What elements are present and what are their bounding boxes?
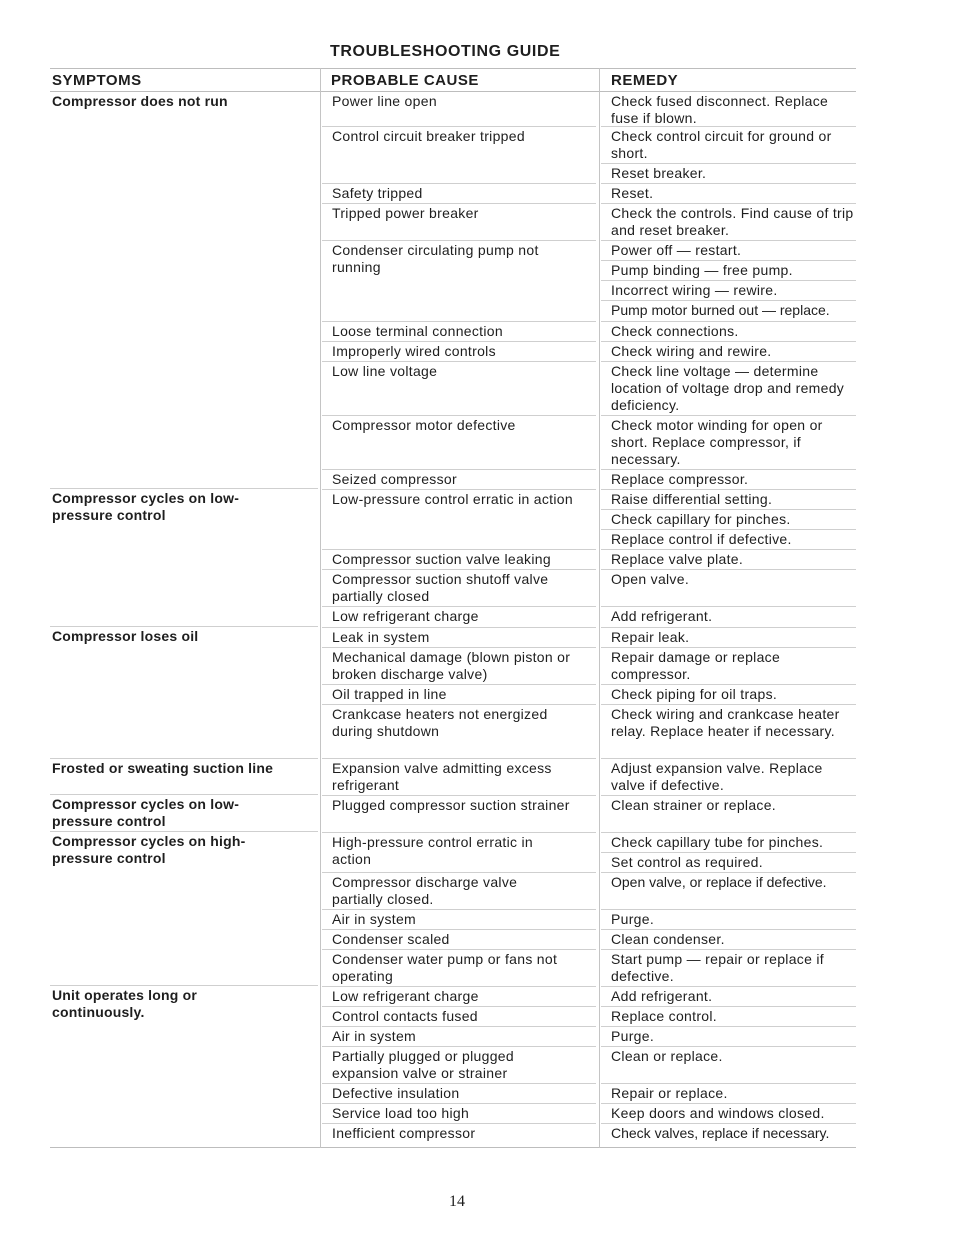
remedy-cell: Keep doors and windows closed. <box>611 1105 825 1121</box>
cause-cell: Crankcase heaters not energized during shutdown <box>332 706 548 739</box>
cause-row-rule <box>322 795 596 796</box>
cause-row-rule <box>322 183 596 184</box>
remedy-cell: Check piping for oil traps. <box>611 686 778 702</box>
rem-row-rule <box>601 549 856 550</box>
remedy-cell: Check motor winding for open or short. Replace compressor, if necessary. <box>611 417 823 467</box>
remedy-column-header: REMEDY <box>611 72 679 89</box>
remedy-cell: Incorrect wiring — rewire. <box>611 282 778 298</box>
cause-cell: Condenser water pump or fans not operating <box>332 951 558 984</box>
rem-row-rule <box>601 509 856 510</box>
cause-row-rule <box>322 758 596 759</box>
cause-row-rule <box>322 832 596 833</box>
cause-row-rule <box>322 361 596 362</box>
cause-row-rule <box>322 469 596 470</box>
rem-row-rule <box>601 1026 856 1027</box>
remedy-cell: Purge. <box>611 1028 655 1044</box>
rem-row-rule <box>601 260 856 261</box>
rem-row-rule <box>601 1123 856 1124</box>
symptom-cell: Compressor loses oil <box>52 628 199 644</box>
cause-cell: Tripped power breaker <box>332 205 479 221</box>
page-title: TROUBLESHOOTING GUIDE <box>330 43 561 60</box>
remedy-cell: Replace control if defective. <box>611 531 792 547</box>
cause-cell: Low refrigerant charge <box>332 608 479 624</box>
cause-row-rule <box>322 1006 596 1007</box>
cause-cell: Expansion valve admitting excess refrigerant <box>332 760 552 793</box>
rem-row-rule <box>601 909 856 910</box>
cause-row-rule <box>322 627 596 628</box>
cause-cell: Power line open <box>332 93 437 109</box>
cause-row-rule <box>322 929 596 930</box>
rem-row-rule <box>601 280 856 281</box>
cause-cell: Compressor suction valve leaking <box>332 551 551 567</box>
cause-cell: Service load too high <box>332 1105 470 1121</box>
remedy-cell: Check wiring and crankcase heater relay. Replace heater if necessary. <box>611 706 840 739</box>
symptom-cell: Compressor cycles on high-pressure control <box>52 833 246 866</box>
remedy-cell: Repair damage or replace compressor. <box>611 649 781 682</box>
cause-cell: Safety tripped <box>332 185 423 201</box>
symptom-cell: Compressor cycles on low-pressure control <box>52 796 240 829</box>
remedy-cell: Clean or replace. <box>611 1048 723 1064</box>
cause-row-rule <box>322 569 596 570</box>
cause-row-rule <box>322 949 596 950</box>
cause-cell: Control circuit breaker tripped <box>332 128 525 144</box>
cause-row-rule <box>322 606 596 607</box>
rem-row-rule <box>601 469 856 470</box>
cause-row-rule <box>322 203 596 204</box>
cause-row-rule <box>322 684 596 685</box>
cause-row-rule <box>322 321 596 322</box>
rem-row-rule <box>601 627 856 628</box>
cause-cell: Control contacts fused <box>332 1008 478 1024</box>
rem-row-rule <box>601 832 856 833</box>
cause-row-rule <box>322 1123 596 1124</box>
remedy-cell: Repair or replace. <box>611 1085 728 1101</box>
rem-row-rule <box>601 341 856 342</box>
remedy-column-divider <box>599 68 600 1148</box>
cause-cell: Compressor suction shutoff valve partially closed <box>332 571 549 604</box>
header-bottom-rule <box>50 91 856 92</box>
remedy-cell: Pump binding — free pump. <box>611 262 793 278</box>
remedy-cell: Check control circuit for ground or short. <box>611 128 832 161</box>
cause-cell: Partially plugged or plugged expansion valve or strainer <box>332 1048 514 1081</box>
remedy-cell: Add refrigerant. <box>611 988 713 1004</box>
remedy-cell: Power off — restart. <box>611 242 742 258</box>
remedy-cell: Raise differential setting. <box>611 491 773 507</box>
cause-row-rule <box>322 549 596 550</box>
sym-row-rule <box>50 626 318 627</box>
remedy-cell: Check connections. <box>611 323 739 339</box>
rem-row-rule <box>601 1006 856 1007</box>
cause-cell: Mechanical damage (blown piston or broken discharge valve) <box>332 649 571 682</box>
rem-row-rule <box>601 929 856 930</box>
remedy-cell: Adjust expansion valve. Replace valve if defective. <box>611 760 823 793</box>
cause-row-rule <box>322 126 596 127</box>
remedy-cell: Replace compressor. <box>611 471 749 487</box>
cause-row-rule <box>322 986 596 987</box>
remedy-cell: Check valves, replace if necessary. <box>611 1125 830 1141</box>
rem-row-rule <box>601 529 856 530</box>
remedy-cell: Replace valve plate. <box>611 551 744 567</box>
cause-cell: Loose terminal connection <box>332 323 503 339</box>
symptom-cell: Compressor does not run <box>52 93 228 109</box>
cause-cell: Low line voltage <box>332 363 438 379</box>
cause-cell: Low refrigerant charge <box>332 988 479 1004</box>
probable-cause-column-header: PROBABLE CAUSE <box>331 72 479 89</box>
rem-row-rule <box>601 949 856 950</box>
remedy-cell: Pump motor burned out — replace. <box>611 302 830 318</box>
symptom-cell: Unit operates long or continuously. <box>52 987 197 1020</box>
sym-row-rule <box>50 758 318 759</box>
symptoms-column-header: SYMPTOMS <box>52 72 142 89</box>
remedy-cell: Check line voltage — determine location of voltage drop and remedy deficiency. <box>611 363 845 413</box>
remedy-cell: Set control as required. <box>611 854 763 870</box>
remedy-cell: Check fused disconnect. Replace fuse if blown. <box>611 93 829 126</box>
rem-row-rule <box>601 986 856 987</box>
cause-cell: Compressor discharge valve partially closed. <box>332 874 518 907</box>
remedy-cell: Check capillary tube for pinches. <box>611 834 824 850</box>
cause-cell: Air in system <box>332 1028 417 1044</box>
remedy-cell: Check capillary for pinches. <box>611 511 791 527</box>
remedy-cell: Replace control. <box>611 1008 717 1024</box>
rem-row-rule <box>601 203 856 204</box>
remedy-cell: Check the controls. Find cause of trip and reset breaker. <box>611 205 854 238</box>
table-bottom-rule <box>50 1147 856 1148</box>
cause-cell: Low-pressure control erratic in action <box>332 491 573 507</box>
cause-cell: Inefficient compressor <box>332 1125 476 1141</box>
cause-row-rule <box>322 909 596 910</box>
remedy-cell: Reset. <box>611 185 654 201</box>
rem-row-rule <box>601 704 856 705</box>
cause-row-rule <box>322 341 596 342</box>
rem-row-rule <box>601 163 856 164</box>
page-number: 14 <box>449 1193 465 1210</box>
remedy-cell: Clean strainer or replace. <box>611 797 776 813</box>
remedy-cell: Add refrigerant. <box>611 608 713 624</box>
rem-row-rule <box>601 852 856 853</box>
rem-row-rule <box>601 415 856 416</box>
cause-row-rule <box>322 1046 596 1047</box>
cause-cell: Defective insulation <box>332 1085 460 1101</box>
rem-row-rule <box>601 240 856 241</box>
header-top-rule <box>50 68 856 69</box>
cause-cell: Oil trapped in line <box>332 686 447 702</box>
cause-row-rule <box>322 704 596 705</box>
remedy-cell: Check wiring and rewire. <box>611 343 772 359</box>
cause-cell: Improperly wired controls <box>332 343 496 359</box>
rem-row-rule <box>601 872 856 873</box>
remedy-cell: Open valve, or replace if defective. <box>611 874 827 890</box>
cause-row-rule <box>322 415 596 416</box>
symptom-cell: Compressor cycles on low-pressure control <box>52 490 240 523</box>
cause-cell: Condenser circulating pump not running <box>332 242 539 275</box>
sym-row-rule <box>50 831 318 832</box>
cause-row-rule <box>322 489 596 490</box>
cause-row-rule <box>322 872 596 873</box>
cause-cell: Seized compressor <box>332 471 457 487</box>
cause-cell: Compressor motor defective <box>332 417 516 433</box>
rem-row-rule <box>601 606 856 607</box>
cause-row-rule <box>322 240 596 241</box>
rem-row-rule <box>601 183 856 184</box>
remedy-cell: Start pump — repair or replace if defective. <box>611 951 824 984</box>
remedy-cell: Open valve. <box>611 571 690 587</box>
remedy-cell: Clean condenser. <box>611 931 725 947</box>
rem-row-rule <box>601 1046 856 1047</box>
cause-cell: Leak in system <box>332 629 430 645</box>
remedy-cell: Reset breaker. <box>611 165 707 181</box>
cause-cell: High-pressure control erratic in action <box>332 834 534 867</box>
rem-row-rule <box>601 1103 856 1104</box>
sym-row-rule <box>50 985 318 986</box>
rem-row-rule <box>601 647 856 648</box>
cause-row-rule <box>322 1026 596 1027</box>
cause-cell: Air in system <box>332 911 417 927</box>
cause-column-divider <box>320 68 321 1148</box>
cause-cell: Plugged compressor suction strainer <box>332 797 570 813</box>
sym-row-rule <box>50 794 318 795</box>
cause-cell: Condenser scaled <box>332 931 450 947</box>
remedy-cell: Purge. <box>611 911 655 927</box>
rem-row-rule <box>601 684 856 685</box>
rem-row-rule <box>601 489 856 490</box>
rem-row-rule <box>601 300 856 301</box>
rem-row-rule <box>601 321 856 322</box>
rem-row-rule <box>601 1083 856 1084</box>
remedy-cell: Repair leak. <box>611 629 690 645</box>
cause-row-rule <box>322 647 596 648</box>
sym-row-rule <box>50 488 318 489</box>
rem-row-rule <box>601 569 856 570</box>
rem-row-rule <box>601 758 856 759</box>
symptom-cell: Frosted or sweating suction line <box>52 760 274 776</box>
rem-row-rule <box>601 361 856 362</box>
rem-row-rule <box>601 795 856 796</box>
cause-row-rule <box>322 1103 596 1104</box>
cause-row-rule <box>322 1083 596 1084</box>
